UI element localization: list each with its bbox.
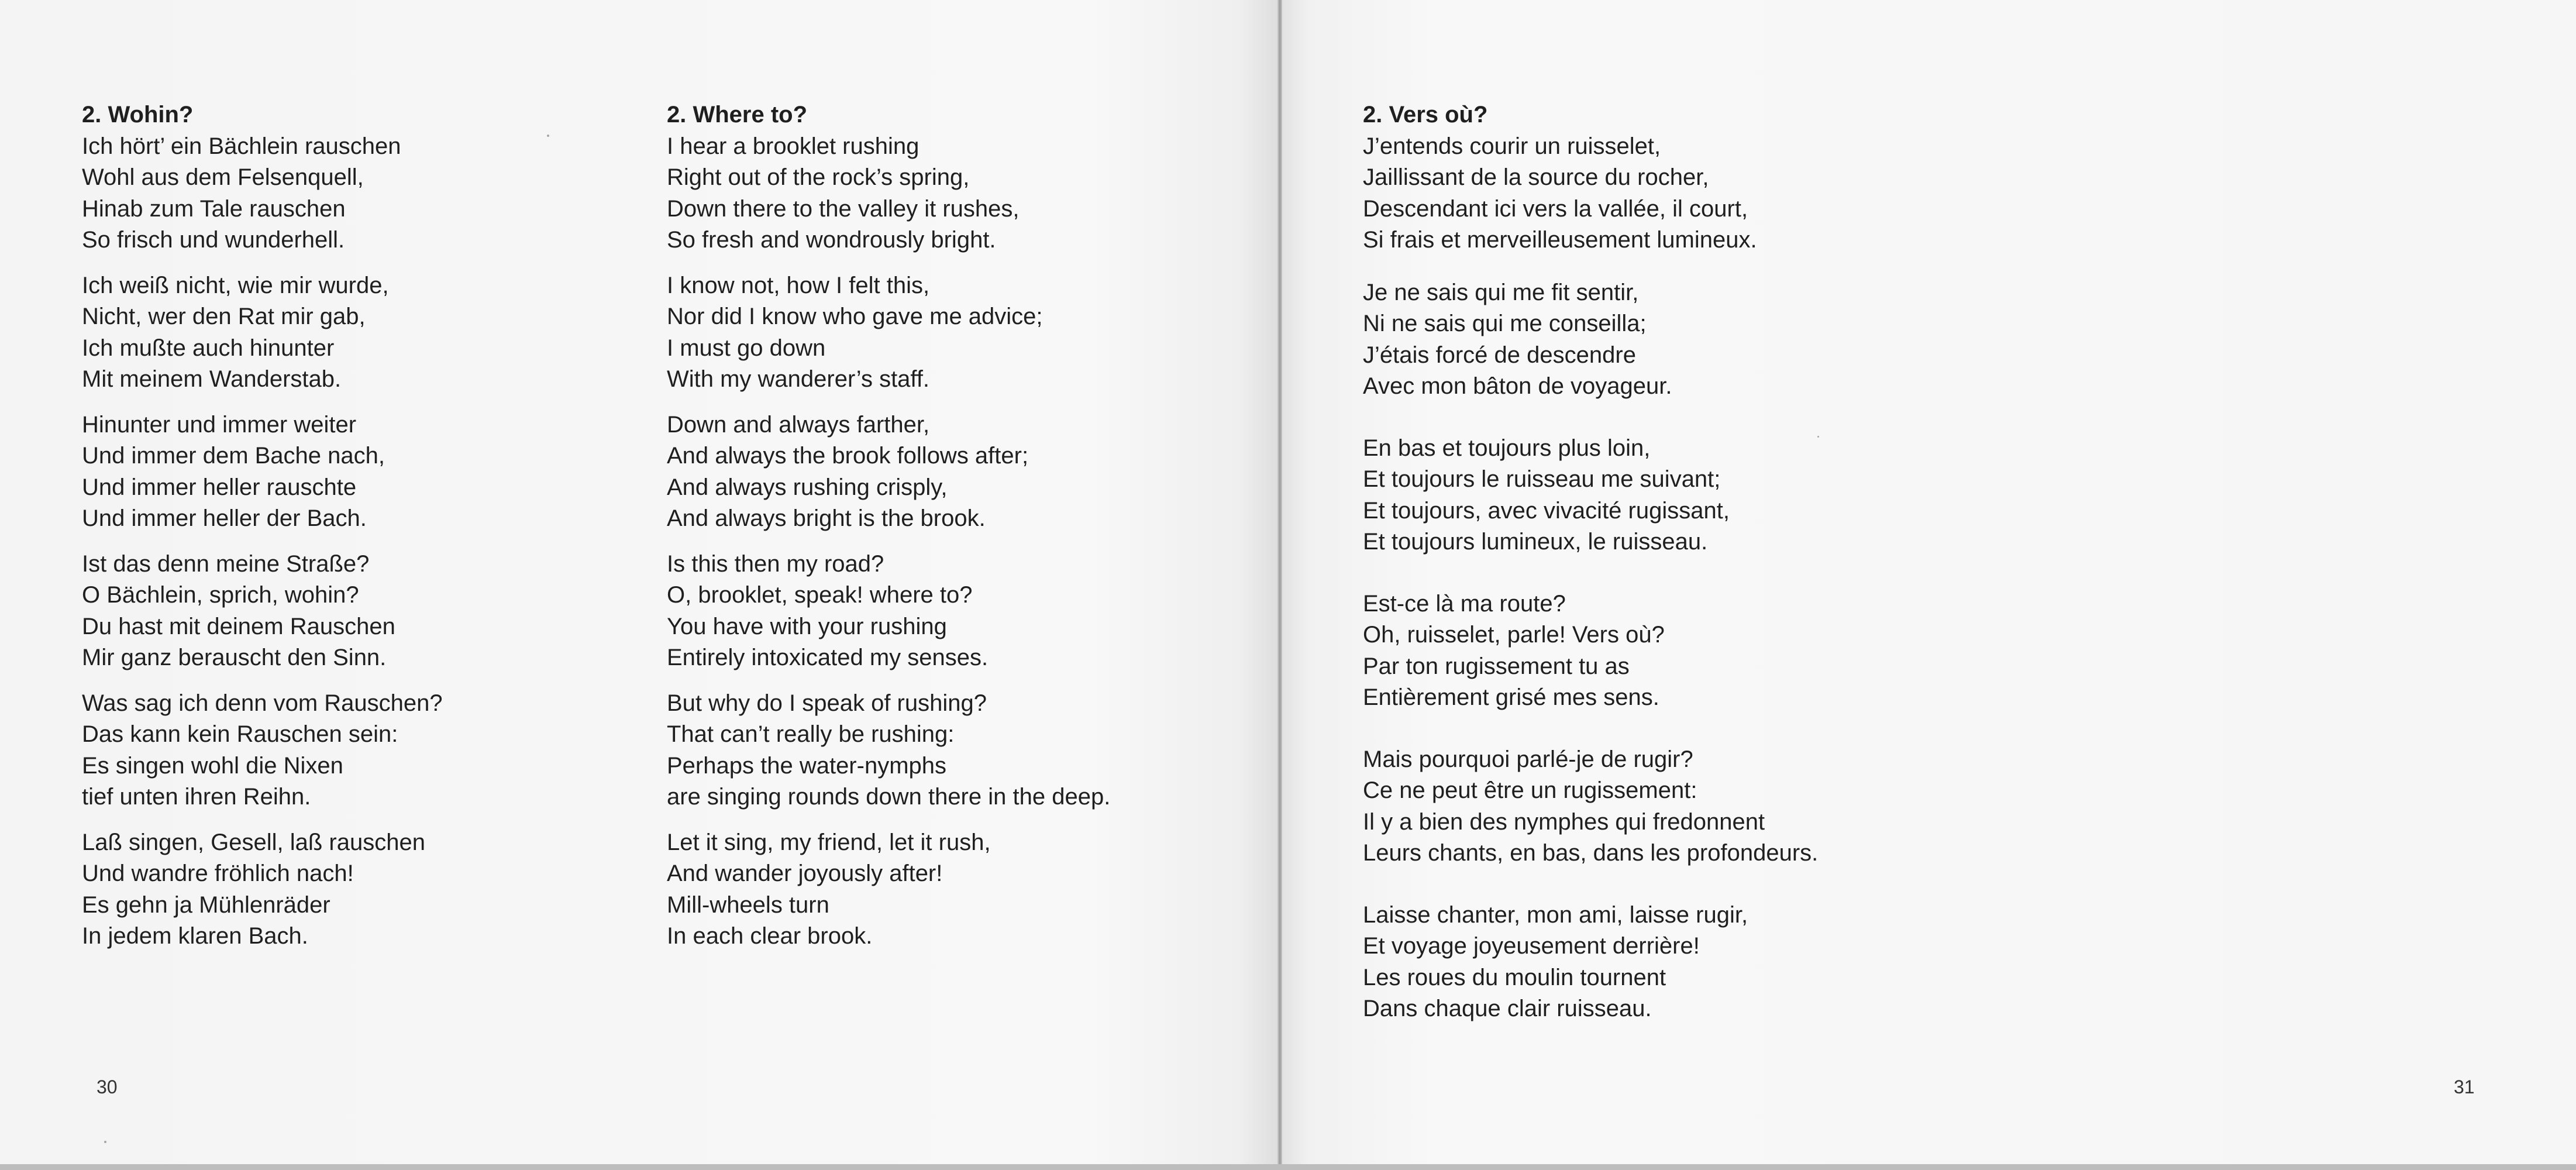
lyric-line: Ich weiß nicht, wie mir wurde, — [82, 272, 389, 298]
lyric-line: Das kann kein Rauschen sein: — [82, 721, 398, 747]
lyric-line: Hinunter und immer weiter — [82, 411, 357, 438]
lyric-line: Ce ne peut être un rugissement: — [1363, 777, 1697, 803]
lyric-line: Dans chaque clair ruisseau. — [1363, 996, 1652, 1021]
lyric-line: Mill-wheels turn — [667, 892, 829, 918]
paper-speck — [547, 135, 549, 137]
stanza — [82, 549, 443, 674]
lyric-line: Es singen wohl die Nixen — [82, 752, 343, 779]
lyric-line: Il y a bien des nymphes qui fredonnent — [1363, 808, 1765, 835]
lyric-line: Let it sing, my friend, let it rush, — [667, 829, 991, 855]
right-page — [1282, 0, 2576, 1164]
lyric-line: Est-ce là ma route? — [1363, 590, 1566, 617]
lyric-line: Ich hört’ ein Bächlein rauschen — [82, 133, 401, 159]
lyric-line: And always bright is the brook. — [667, 505, 986, 531]
lyric-line: Entirely intoxicated my senses. — [667, 645, 989, 670]
lyric-line: Du hast mit deinem Rauschen — [82, 613, 395, 639]
lyric-line: Et toujours le ruisseau me suivant; — [1363, 466, 1721, 492]
stanza — [82, 827, 443, 952]
stanza — [82, 688, 443, 813]
lyric-line: That can’t really be rushing: — [667, 721, 955, 747]
german-lyrics — [82, 99, 443, 966]
lyric-line: Down there to the valley it rushes, — [667, 195, 1020, 222]
lyric-line: O Bächlein, sprich, wohin? — [82, 582, 359, 608]
stanza — [1363, 589, 1818, 714]
stanza — [667, 688, 1110, 813]
song-title-french: 2. Vers où? — [1363, 102, 1488, 128]
lyric-line: So frisch und wunderhell. — [82, 227, 345, 253]
page-number-right: 31 — [2454, 1076, 2475, 1097]
stanza — [1363, 277, 1818, 402]
lyric-line: So fresh and wondrously bright. — [667, 227, 996, 253]
lyric-line: Avec mon bâton de voyageur. — [1363, 373, 1672, 399]
lyric-line: Et voyage joyeusement derrière! — [1363, 933, 1700, 959]
lyric-line: Laß singen, Gesell, laß rauschen — [82, 829, 425, 855]
lyric-line: Ist das denn meine Straße? — [82, 550, 370, 577]
lyric-line: In each clear brook. — [667, 923, 873, 949]
lyric-line: Was sag ich denn vom Rauschen? — [82, 690, 443, 716]
lyric-line: tief unten ihren Reihn. — [82, 784, 311, 810]
lyric-line: Hinab zum Tale rauschen — [82, 195, 346, 222]
lyric-line: Par ton rugissement tu as — [1363, 653, 1630, 679]
lyric-line: Je ne sais qui me fit sentir, — [1363, 279, 1639, 305]
lyric-line: Ich mußte auch hinunter — [82, 335, 335, 361]
stanza — [82, 131, 443, 256]
lyric-line: Si frais et merveilleusement lumineux. — [1363, 227, 1757, 253]
lyric-line: Entièrement grisé mes sens. — [1363, 684, 1659, 710]
lyric-line: Right out of the rock’s spring, — [667, 164, 970, 190]
stanza — [667, 827, 1110, 952]
song-title-german: 2. Wohin? — [82, 102, 194, 128]
stanza — [82, 410, 443, 535]
stanza — [667, 270, 1110, 395]
lyric-line: Und immer heller der Bach. — [82, 505, 367, 531]
lyric-line: Es gehn ja Mühlenräder — [82, 892, 330, 918]
lyric-line: Et toujours, avec vivacité rugissant, — [1363, 497, 1730, 524]
stanza — [667, 410, 1110, 535]
stanza — [1363, 900, 1818, 1025]
stanza — [667, 131, 1110, 256]
lyric-line: Wohl aus dem Felsenquell, — [82, 164, 364, 190]
scan-bottom-edge — [0, 1164, 2576, 1170]
lyric-line: I must go down — [667, 335, 826, 361]
paper-speck — [1817, 436, 1819, 438]
lyric-line: Nicht, wer den Rat mir gab, — [82, 304, 366, 329]
lyric-line: J’entends courir un ruisselet, — [1363, 133, 1661, 159]
stanza — [82, 270, 443, 395]
lyric-line: With my wanderer’s staff. — [667, 366, 930, 392]
lyric-line: In jedem klaren Bach. — [82, 923, 308, 949]
lyric-line: Und wandre fröhlich nach! — [82, 861, 354, 886]
lyric-line: Les roues du moulin tournent — [1363, 964, 1666, 990]
lyric-line: I hear a brooklet rushing — [667, 133, 919, 159]
lyric-line: Is this then my road? — [667, 550, 884, 577]
lyric-line: You have with your rushing — [667, 613, 947, 639]
lyric-line: Mit meinem Wanderstab. — [82, 366, 342, 392]
lyric-line: O, brooklet, speak! where to? — [667, 582, 973, 608]
stanza — [1363, 433, 1818, 558]
lyric-line: Jaillissant de la source du rocher, — [1363, 164, 1709, 190]
lyric-line: are singing rounds down there in the deep. — [667, 784, 1111, 810]
page-number-left: 30 — [97, 1076, 118, 1097]
song-title-english: 2. Where to? — [667, 102, 808, 128]
book-gutter — [1277, 0, 1282, 1170]
lyric-line: Laisse chanter, mon ami, laisse rugir, — [1363, 901, 1748, 928]
stanza — [1363, 131, 1818, 256]
lyric-line: Down and always farther, — [667, 411, 930, 438]
lyric-line: En bas et toujours plus loin, — [1363, 435, 1651, 461]
french-lyrics — [1363, 99, 1818, 1055]
lyric-line: Und immer dem Bache nach, — [82, 443, 385, 469]
lyric-line: And always the brook follows after; — [667, 443, 1029, 469]
lyric-line: Oh, ruisselet, parle! Vers où? — [1363, 622, 1665, 648]
stanza — [667, 549, 1110, 674]
paper-speck — [104, 1141, 106, 1143]
stanza — [1363, 744, 1818, 869]
lyric-line: Perhaps the water-nymphs — [667, 752, 947, 779]
lyric-line: Ni ne sais qui me conseilla; — [1363, 311, 1647, 336]
left-page — [0, 0, 1277, 1164]
lyric-line: But why do I speak of rushing? — [667, 690, 987, 716]
lyric-line: I know not, how I felt this, — [667, 272, 930, 298]
lyric-line: Und immer heller rauschte — [82, 474, 357, 500]
lyric-line: Et toujours lumineux, le ruisseau. — [1363, 529, 1708, 555]
lyric-line: Nor did I know who gave me advice; — [667, 304, 1043, 329]
lyric-line: And wander joyously after! — [667, 861, 943, 886]
lyric-line: J’étais forcé de descendre — [1363, 342, 1636, 368]
lyric-line: Mais pourquoi parlé-je de rugir? — [1363, 746, 1693, 772]
lyric-line: Mir ganz berauscht den Sinn. — [82, 645, 387, 670]
english-lyrics — [667, 99, 1110, 966]
lyric-line: Descendant ici vers la vallée, il court, — [1363, 195, 1748, 222]
lyric-line: And always rushing crisply, — [667, 474, 948, 500]
lyric-line: Leurs chants, en bas, dans les profondeurs. — [1363, 840, 1819, 866]
